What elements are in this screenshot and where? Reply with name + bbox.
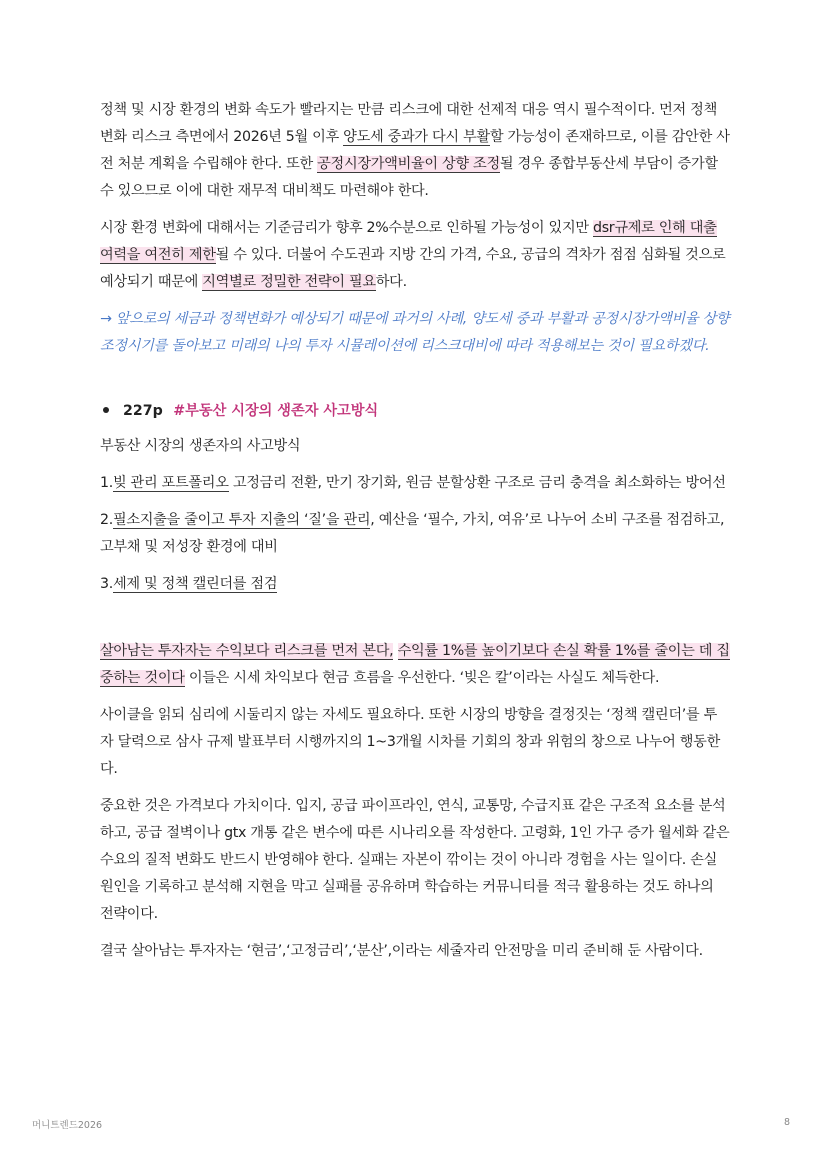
underlined-text: 양도세 중과가 다시 부활: [343, 129, 490, 145]
page-reference: 227p: [123, 403, 163, 419]
list-item-3: [100, 571, 730, 598]
highlighted-text: 살아남는 투자자는 수익보다 리스크를 먼저 본다,: [100, 643, 394, 659]
hashtag: #부동산 시장의 생존자 사고방식: [173, 403, 379, 419]
item-number: 3.: [100, 576, 113, 592]
text: 할 가능성이 존재하므로, 이를 감안한 사전 처분 계획을 수립해야 한다. 또한: [100, 129, 730, 172]
text: 고정금리 전환, 만기 장기화, 원금 분할상환 구조로 금리 충격을 최소화하는 방어선: [228, 475, 726, 491]
paragraph-cycle: 사이클을 읽되 심리에 시둘리지 않는 자세도 필요하다. 또한 시장의 방향을 결정짓는 ‘정책 캘린더’를 투자 달력으로 삼사 규제 발표부터 시행까지의 1~3개월 시차를 기회의 창과 위험의 창으로 나누어 행동한다.: [100, 707, 720, 777]
bullet-icon: [103, 407, 109, 413]
underlined-text: 빚 관리 포트폴리오: [112, 475, 229, 491]
paragraph-conclusion: 결국 살아남는 투자자는 ‘현금’,‘고정금리’,‘분산’,이라는 세줄자리 안전망을 미리 준비해 둔 사람이다.: [100, 943, 703, 959]
text: 하다.: [375, 274, 407, 290]
page-number: 8: [783, 1117, 790, 1128]
underlined-text: 필소지출을 줄이고 투자 지출의 ‘질’을 관리: [112, 512, 371, 528]
highlighted-text: 공정시장가액비율이 상향 조정: [317, 156, 500, 172]
section-heading: [100, 398, 730, 425]
subtitle: 부동산 시장의 생존자의 사고방식: [100, 438, 301, 454]
text: 시장 환경 변화에 대해서는 기준금리가 향후 2%수분으로 인하될 가능성이 있지만: [100, 220, 589, 236]
list-item-2: [100, 507, 730, 561]
reflection-note: → 앞으로의 세금과 정책변화가 예상되기 때문에 과거의 사례, 양도세 중과 부활과 공정시장가액비율 상향 조정시기를 돌아보고 미래의 나의 투자 시뮬레이션에 리스크대비에 따라 적용해보는 것이 필요하겠다.: [100, 311, 730, 354]
highlighted-text: 수익률 1%를 높이기보다 손실 확률 1%를 줄이는 데 집중하는 것이다: [100, 643, 730, 686]
highlighted-text: 지역별로 정밀한 전략이 필요: [202, 274, 376, 290]
paragraph-value: 중요한 것은 가격보다 가치이다. 입지, 공급 파이프라인, 연식, 교통망, 수급지표 같은 구조적 요소를 분석하고, 공급 절벽이나 gtx 개통 같은 변수에 따른 시나리오를 작성한다. 고령화, 1인 가구 증가 월세화 같은 수요의 질적 변화도 반드시 반영해야 한다. 실패는 자본이 깎이는 것이 아니라 경험을 사는 일이다. 손실 원인을 기록하고 분석해 지현을 막고 실패를 공유하며 학습하는 커뮤니티를 적극 활용하는 것도 하나의 전략이다.: [100, 798, 730, 922]
item-number: 1.: [100, 475, 113, 491]
item-number: 2.: [100, 512, 113, 528]
paragraph-market-risk: [100, 215, 730, 296]
text: 될 수 있다. 더불어 수도권과 지방 간의 가격, 수요, 공급의 격차가 점점 심화될 것으로 예상되기 때문에: [100, 247, 726, 290]
text: 될 경우 종합부동산세 부담이 증가할 수 있으므로 이에 대한 재무적 대비책도 마련해야 한다.: [100, 156, 718, 199]
paragraph-survivor: [100, 638, 730, 692]
footer-title: 머니트렌드2026: [32, 1120, 103, 1131]
space: [393, 643, 397, 659]
text: 이들은 시세 차익보다 현금 흐름을 우선한다. ‘빚은 칼’이라는 사실도 체득한다.: [184, 670, 660, 686]
text: 정책 및 시장 환경의 변화 속도가 빨라지는 만큼 리스크에 대한 선제적 대응 역시 필수적이다. 먼저 정책 변화 리스크 측면에서 2026년 5월 이후: [100, 102, 717, 145]
underlined-text: 세제 및 정책 캘린더를 점검: [112, 576, 278, 592]
highlighted-text: dsr규제로 인해 대출 여력을 여전히 제한: [100, 220, 717, 263]
document-body: [100, 97, 730, 975]
paragraph-policy-risk: [100, 97, 730, 205]
list-item-1: [100, 470, 730, 497]
text: , 예산을 ‘필수, 가치, 여유’로 나누어 소비 구조를 점검하고, 고부채 및 저성장 환경에 대비: [100, 512, 725, 555]
